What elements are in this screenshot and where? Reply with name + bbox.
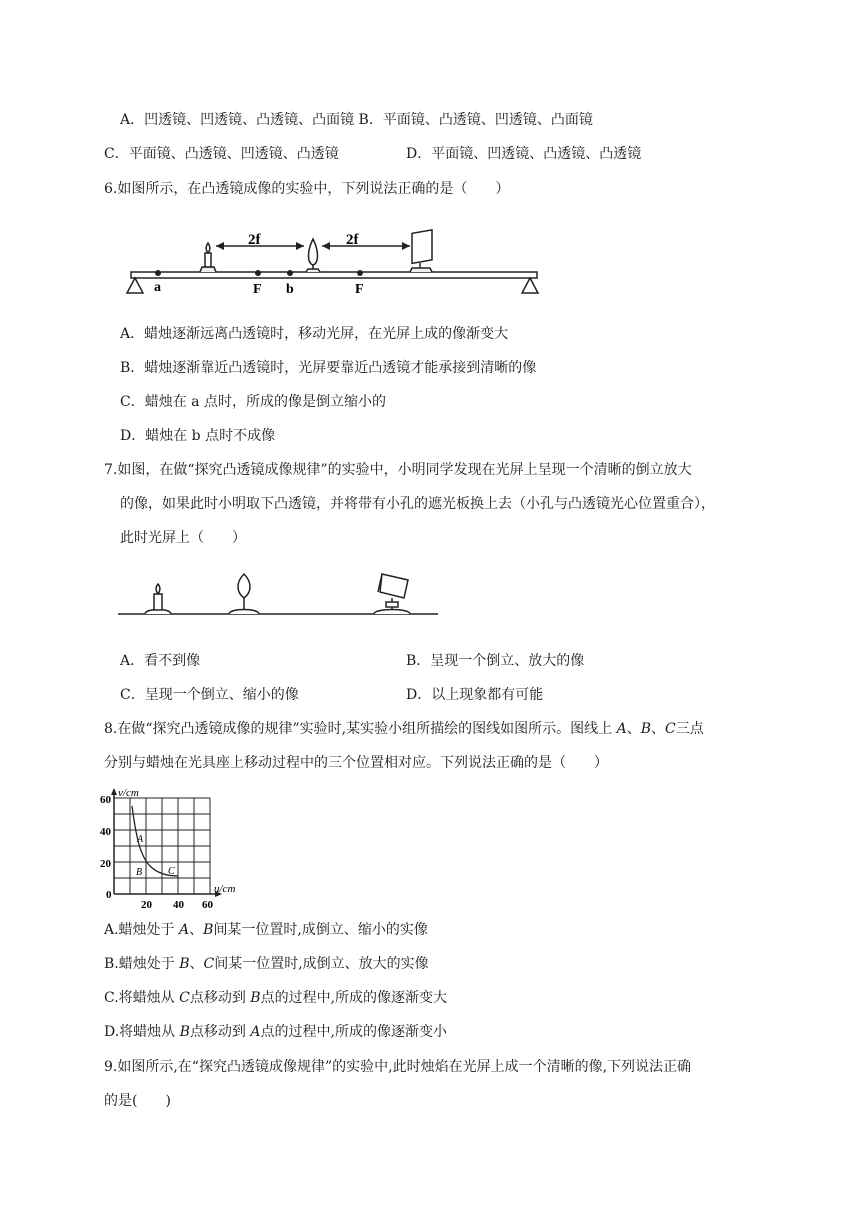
q8-option-c-text: 点的过程中,所成的像逐渐变大 — [260, 990, 448, 1006]
q8-option-d-text: 点的过程中,所成的像逐渐变小 — [260, 1024, 447, 1040]
label-a: a — [154, 280, 161, 295]
q5-option-d: D．平面镜、凹透镜、凸透镜、凸透镜 — [406, 146, 642, 162]
q6-option-a: A．蜡烛逐渐远离凸透镜时，移动光屏，在光屏上成的像渐变大 — [120, 326, 509, 342]
q5-option-c: C．平面镜、凸透镜、凹透镜、凸透镜 — [104, 146, 339, 162]
label-F-left: F — [253, 282, 262, 297]
q8-var: B — [179, 1024, 190, 1040]
q8-var: B — [179, 956, 190, 972]
q7-stem-line3: 此时光屏上（ ） — [120, 530, 246, 546]
q8-sep: 、 — [651, 721, 665, 737]
q7-option-b: B．呈现一个倒立、放大的像 — [406, 653, 585, 669]
y-axis-label: v/cm — [118, 787, 139, 799]
q8-option-d-text: D.将蜡烛从 — [104, 1024, 180, 1040]
q8-option-b-text: 、 — [189, 956, 204, 972]
label-b: b — [286, 282, 294, 297]
label-2f-right: 2f — [346, 232, 359, 248]
y-tick-0: 0 — [106, 889, 112, 901]
q8-stem-text: 8.在做“探究凸透镜成像的规律”实验时,某实验小组所描绘的图线如图所示。图线上 — [104, 721, 617, 737]
q8-option-d-text: 点移动到 — [189, 1024, 251, 1040]
q8-stem-line1 — [104, 719, 704, 739]
q7-stem-line2: 的像，如果此时小明取下凸透镜，并将带有小孔的遮光板换上去（小孔与凸透镜光心位置重合）， — [120, 496, 715, 512]
q8-var-b: B — [640, 721, 651, 737]
q8-var: C — [203, 956, 215, 972]
q8-var: B — [250, 990, 261, 1006]
point-label-a: A — [137, 834, 144, 845]
q8-option-b-text: B.蜡烛处于 — [104, 956, 180, 972]
label-2f-left: 2f — [248, 232, 261, 248]
x-tick-60: 60 — [202, 899, 213, 911]
q8-option-a-text: 间某一位置时,成倒立、缩小的实像 — [213, 922, 428, 938]
q7-bench-figure — [0, 572, 860, 642]
q8-var: A — [250, 1024, 261, 1040]
q8-option-b — [104, 954, 429, 974]
q6-option-b: B．蜡烛逐渐靠近凸透镜时，光屏要靠近凸透镜才能承接到清晰的像 — [120, 360, 537, 376]
point-label-c: C — [168, 866, 175, 877]
q8-option-d — [104, 1022, 447, 1042]
q8-sep: 、 — [626, 721, 641, 737]
x-axis-label: u/cm — [214, 883, 236, 895]
q7-option-c: C．呈现一个倒立、缩小的像 — [120, 687, 299, 703]
q8-var: A — [179, 922, 190, 938]
q5-option-a: A．凹透镜、凹透镜、凸透镜、凸面镜 B．平面镜、凸透镜、凹透镜、凸面镜 — [120, 112, 593, 128]
q8-option-a-text: 、 — [189, 922, 204, 938]
q8-option-b-text: 间某一位置时,成倒立、放大的实像 — [214, 956, 429, 972]
q8-stem-text: 三点 — [675, 721, 704, 737]
q8-var-a: A — [616, 721, 627, 737]
q9-stem-line2: 的是( ) — [104, 1093, 171, 1109]
q7-option-d: D．以上现象都有可能 — [406, 687, 544, 703]
q8-option-c-text: 点移动到 — [189, 990, 251, 1006]
q8-option-c-text: C.将蜡烛从 — [104, 990, 180, 1006]
q8-option-c — [104, 988, 447, 1008]
q8-stem-line2: 分别与蜡烛在光具座上移动过程中的三个位置相对应。下列说法正确的是（ ） — [104, 755, 608, 771]
y-tick-60: 60 — [100, 794, 111, 806]
q8-graph — [98, 786, 278, 916]
q6-option-d: D．蜡烛在 b 点时不成像 — [120, 428, 276, 444]
q8-var: B — [203, 922, 214, 938]
q7-option-a: A．看不到像 — [120, 653, 201, 669]
q9-stem-line1: 9.如图所示,在“探究凸透镜成像规律”的实验中,此时烛焰在光屏上成一个清晰的像,下列说法正确 — [104, 1059, 692, 1075]
y-tick-40: 40 — [100, 826, 111, 838]
q8-var-c: C — [665, 721, 676, 737]
x-tick-20: 20 — [141, 899, 152, 911]
q6-stem: 6.如图所示，在凸透镜成像的实验中，下列说法正确的是（ ） — [104, 181, 510, 197]
q8-option-a — [104, 920, 428, 940]
q8-option-a-text: A.蜡烛处于 — [104, 922, 180, 938]
q6-option-c: C．蜡烛在 a 点时，所成的像是倒立缩小的 — [120, 394, 386, 410]
point-label-b: B — [136, 867, 143, 878]
label-F-right: F — [355, 282, 364, 297]
y-tick-20: 20 — [100, 858, 111, 870]
x-tick-40: 40 — [173, 899, 184, 911]
q8-var: C — [179, 990, 190, 1006]
q6-optical-bench-figure — [0, 215, 860, 325]
q7-stem-line1: 7.如图，在做“探究凸透镜成像规律”的实验中，小明同学发现在光屏上呈现一个清晰的倒立放大 — [104, 462, 692, 478]
